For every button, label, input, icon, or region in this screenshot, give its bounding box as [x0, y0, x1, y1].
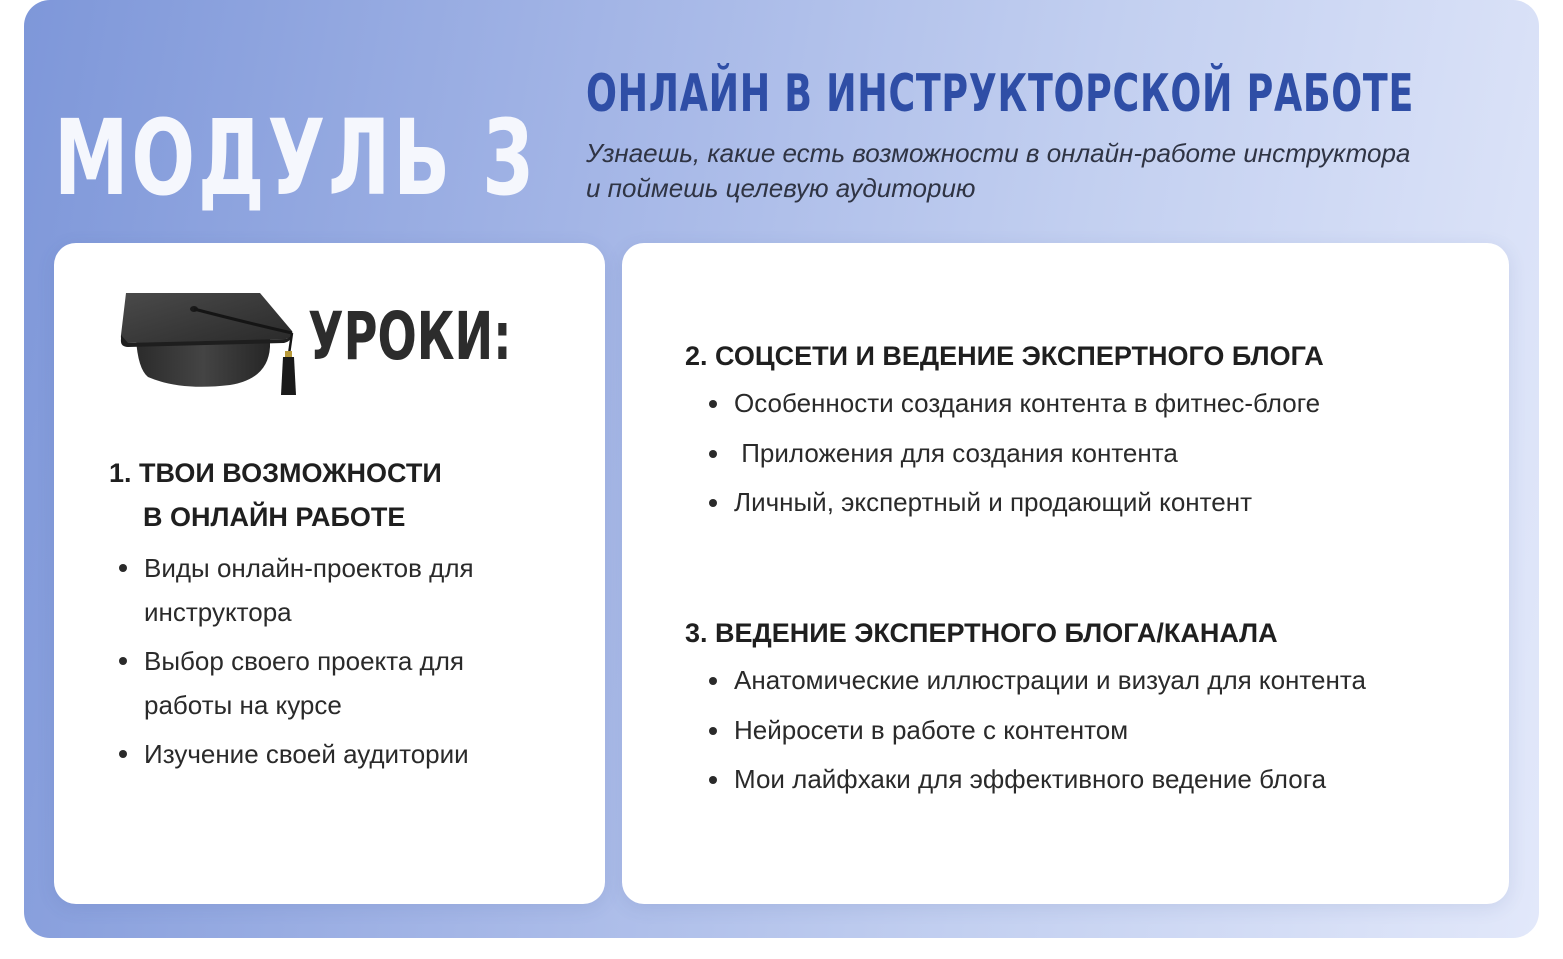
list-item-text: Особенности создания контента в фитнес-блоге: [734, 388, 1321, 418]
list-item-text: Мои лайфхаки для эффективного ведение блога: [734, 764, 1327, 794]
module-title: МОДУЛЬ 3: [54, 97, 538, 219]
list-item: [114, 639, 554, 727]
bullet-icon: [119, 750, 127, 758]
bullet-icon: [709, 400, 717, 408]
list-item: [114, 732, 554, 776]
list-item: [704, 713, 1484, 747]
list-item-text: Приложения для создания контента: [734, 437, 1178, 468]
bullet-icon: [119, 657, 127, 665]
lesson-1-title: [109, 451, 442, 539]
lesson-2-number: 2.: [685, 341, 708, 371]
lesson-3-title: [685, 616, 1278, 650]
lesson-1-topics: [114, 546, 554, 781]
list-item: [704, 762, 1484, 796]
lesson-3-topics: [704, 663, 1484, 812]
module-subtitle: [586, 136, 1486, 206]
list-item-text: Нейросети в работе с контентом: [734, 714, 1129, 745]
list-item: [704, 663, 1484, 697]
lessons-card-left: [54, 243, 605, 904]
graduation-cap-icon: [120, 287, 300, 399]
module-headline: ОНЛАЙН В ИНСТРУКТОРСКОЙ РАБОТЕ: [586, 64, 1415, 124]
list-item-text: Изучение своей аудитории: [144, 739, 469, 769]
list-item-text: Виды онлайн-проектов для инструктора: [144, 553, 474, 627]
list-item: [704, 436, 1464, 470]
lessons-card-right: [622, 243, 1509, 904]
lesson-3-number: 3.: [685, 618, 708, 648]
list-item-text: Выбор своего проекта для работы на курсе: [144, 646, 464, 720]
lesson-1-title-line-1: ТВОИ ВОЗМОЖНОСТИ: [139, 458, 442, 488]
bullet-icon: [709, 727, 717, 735]
bullet-icon: [119, 564, 127, 572]
list-item: [114, 546, 554, 634]
subtitle-line-1: Узнаешь, какие есть возможности в онлайн-работе инструктора: [586, 138, 1411, 168]
lesson-1-number: 1.: [109, 458, 132, 488]
lesson-2-title-text: СОЦСЕТИ И ВЕДЕНИЕ ЭКСПЕРТНОГО БЛОГА: [715, 341, 1324, 371]
list-item-text: Анатомические иллюстрации и визуал для контента: [734, 665, 1366, 695]
list-item: [704, 386, 1464, 420]
list-item-text: Личный, экспертный и продающий контент: [734, 487, 1253, 517]
subtitle-line-2: и поймешь целевую аудиторию: [586, 173, 976, 203]
bullet-icon: [709, 499, 717, 507]
lesson-1-title-line-2: В ОНЛАЙН РАБОТЕ: [143, 502, 406, 532]
bullet-icon: [709, 677, 717, 685]
bullet-icon: [709, 776, 717, 784]
bullet-icon: [709, 450, 717, 458]
lesson-2-title: [685, 339, 1324, 373]
lesson-3-title-text: ВЕДЕНИЕ ЭКСПЕРТНОГО БЛОГА/КАНАЛА: [715, 618, 1278, 648]
module-banner: [24, 0, 1539, 938]
list-item: [704, 485, 1464, 519]
lessons-heading: УРОКИ:: [308, 298, 512, 375]
lesson-2-topics: [704, 386, 1464, 535]
